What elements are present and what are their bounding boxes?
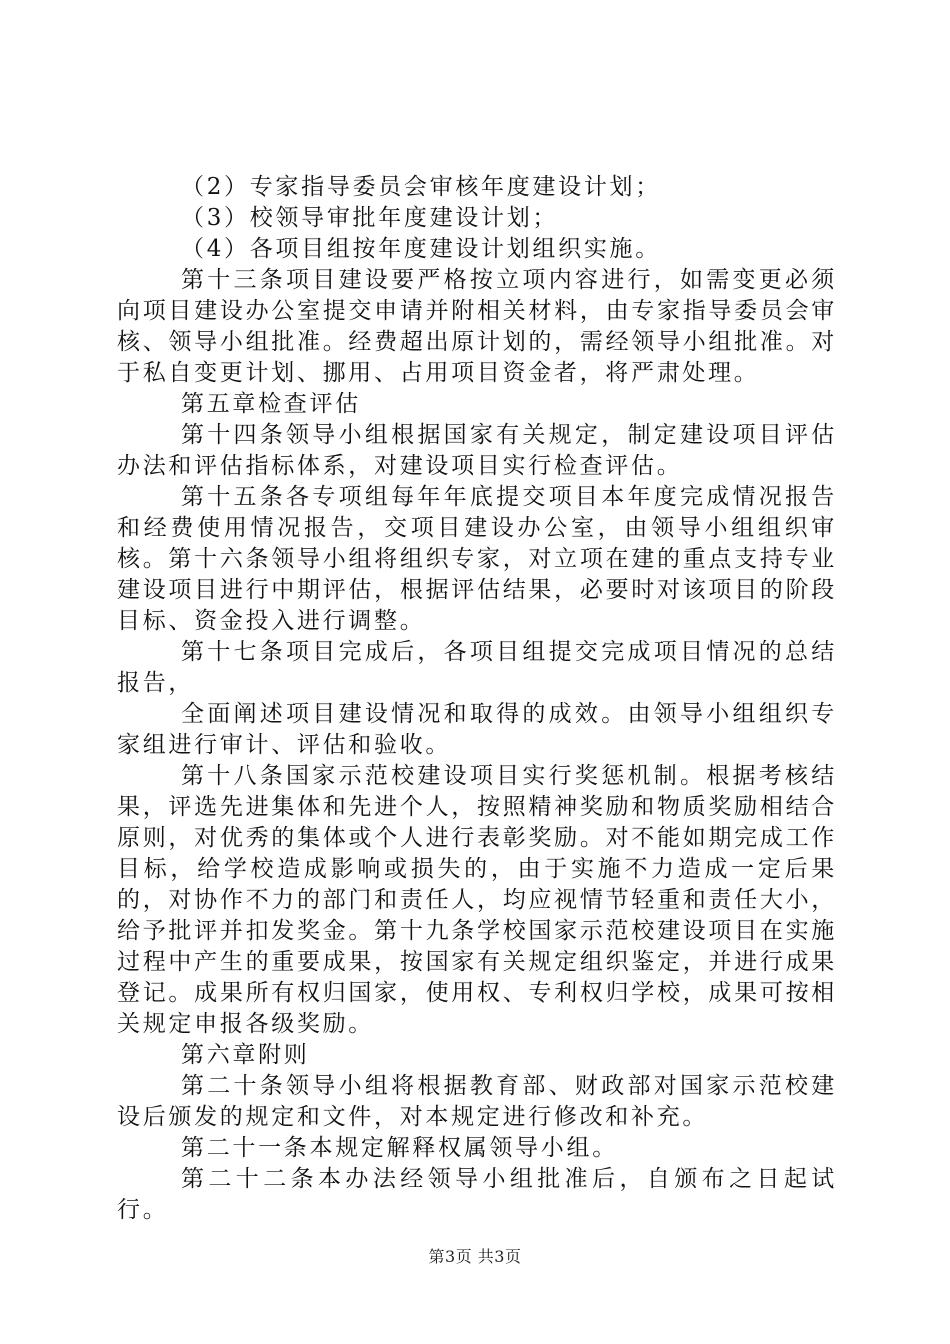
article-22-paragraph: 第二十二条本办法经领导小组批准后，自颁布之日起试行。 bbox=[117, 1166, 837, 1223]
document-body bbox=[117, 172, 837, 1226]
paragraph-item-3: （3）校领导审批年度建设计划； bbox=[181, 205, 559, 231]
article-17-paragraph: 第十七条项目完成后，各项目组提交完成项目情况的总结报告， bbox=[117, 639, 837, 696]
article-15-16-paragraph: 第十五条各专项组每年年底提交项目本年度完成情况报告和经费使用情况报告，交项目建设办公室，由领导小组组织审核。第十六条领导小组将组织专家，对立项在建的重点支持专业建设项目进行中期评估，根据评估结果，必要时对该项目的阶段目标、资金投入进行调整。 bbox=[117, 484, 837, 634]
article-18-19-paragraph: 第十八条国家示范校建设项目实行奖惩机制。根据考核结果，评选先进集体和先进个人，按照精神奖励和物质奖励相结合原则，对优秀的集体或个人进行表彰奖励。对不能如期完成工作目标，给学校造成影响或损失的，由于实施不力造成一定后果的，对协作不力的部门和责任人，均应视情节轻重和责任大小，给予批评并扣发奖金。第十九条学校国家示范校建设项目在实施过程中产生的重要成果，按国家有关规定组织鉴定，并进行成果登记。成果所有权归国家，使用权、专利权归学校，成果可按相关规定申报各级奖励。 bbox=[117, 763, 837, 1037]
paragraph-item-4: （4）各项目组按年度建设计划组织实施。 bbox=[181, 236, 661, 262]
paragraph-item-2: （2）专家指导委员会审核年度建设计划； bbox=[181, 174, 661, 200]
article-17-continuation-paragraph: 全面阐述项目建设情况和取得的成效。由领导小组组织专家组进行审计、评估和验收。 bbox=[117, 701, 837, 758]
chapter-5-heading: 第五章检查评估 bbox=[181, 391, 361, 417]
article-13-paragraph: 第十三条项目建设要严格按立项内容进行，如需变更必须向项目建设办公室提交申请并附相关材料，由专家指导委员会审核、领导小组批准。经费超出原计划的，需经领导小组批准。对于私自变更计划、挪用、占用项目资金者，将严肃处理。 bbox=[117, 267, 837, 386]
article-21-paragraph: 第二十一条本规定解释权属领导小组。 bbox=[181, 1135, 618, 1161]
article-14-paragraph: 第十四条领导小组根据国家有关规定，制定建设项目评估办法和评估指标体系，对建设项目实行检查评估。 bbox=[117, 422, 837, 479]
page-number-footer: 第3页 共3页 bbox=[428, 1247, 522, 1266]
chapter-6-heading: 第六章附则 bbox=[181, 1042, 310, 1068]
article-20-paragraph: 第二十条领导小组将根据教育部、财政部对国家示范校建设后颁发的规定和文件，对本规定进行修改和补充。 bbox=[117, 1073, 837, 1130]
